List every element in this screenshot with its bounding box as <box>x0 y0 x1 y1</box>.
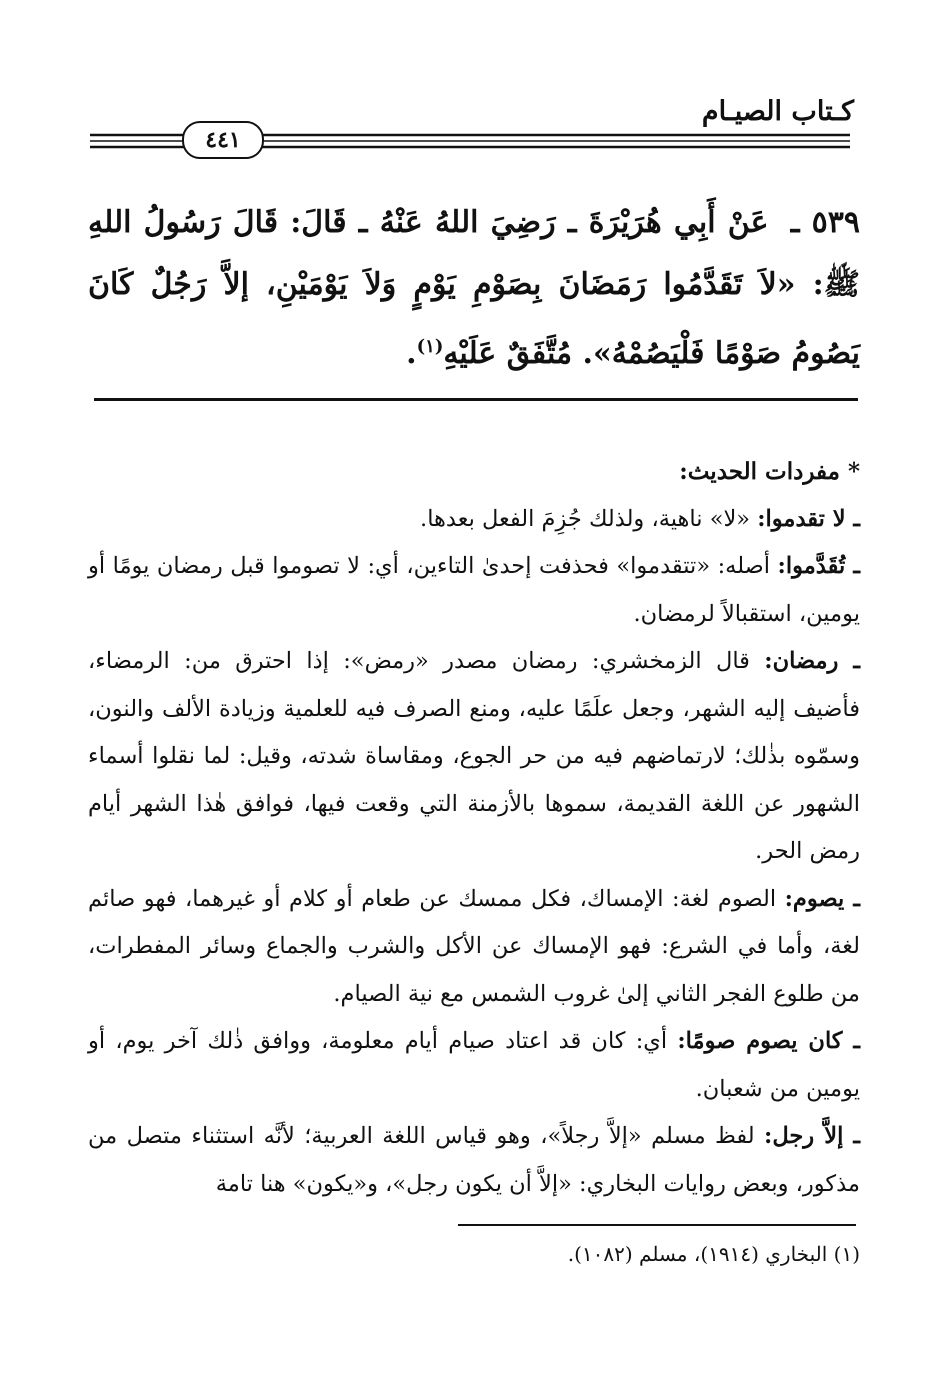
vocab-definition: أي: كان قد اعتاد صيام أيام معلومة، ووافق ذٰلك آخر يوم، أو يومين من شعبان. <box>88 1028 860 1102</box>
vocab-entry <box>88 638 860 876</box>
vocab-term: ـ إلاَّ رجل: <box>764 1123 860 1149</box>
vocab-entry <box>88 876 860 1019</box>
vocab-entry <box>88 1018 860 1113</box>
chapter-title: كـتاب الصيـام <box>701 96 854 127</box>
hadith-block <box>88 192 860 385</box>
vocab-term: ـ كان يصوم صومًا: <box>677 1028 860 1054</box>
vocab-entry <box>88 543 860 638</box>
section-divider <box>94 398 858 401</box>
vocab-section <box>88 448 860 1208</box>
hadith-text: عَنْ أَبِي هُرَيْرَةَ ـ رَضِيَ اللهُ عَنْهُ ـ قَالَ: قَالَ رَسُولُ اللهِ ﷺ: «لاَ تَقَدَّمُوا رَمَضَانَ بِصَوْمِ يَوْمٍ وَلاَ يَوْمَيْنِ، إلاَّ رَجُلٌ كَانَ يَصُومُ صَوْمًا فَلْيَصُمْهُ». مُتَّفَقٌ عَلَيْهِ <box>88 205 860 371</box>
section-title: * مفردات الحديث: <box>679 458 860 485</box>
page-number: ٤٤١ <box>182 121 264 159</box>
vocab-entry <box>88 496 860 544</box>
vocab-definition: لفظ مسلم «إلاَّ رجلاً»، وهو قياس اللغة العربية؛ لأنَّه استثناء متصل من مذكور، وبعض روايات البخاري: «إلاَّ أن يكون رجل»، و«يكون» هنا تامة <box>88 1123 860 1197</box>
hadith-number: ٥٣٩ ـ <box>790 205 860 240</box>
vocab-definition: «لا» ناهية، ولذلك جُزِمَ الفعل بعدها. <box>420 505 758 532</box>
footnote-ref: (١) <box>416 336 444 357</box>
vocab-definition: قال الزمخشري: رمضان مصدر «رمض»: إذا احترق من: الرمضاء، فأضيف إليه الشهر، وجعل علَمًا عليه، ومنع الصرف فيه للعلمية وزيادة الألف والنون، وسمّوه بذٰلك؛ لارتماضهم فيه من حر الجوع، ومقاساة شدته، وقيل: لما نقلوا أسماء الشهور عن اللغة القديمة، سموها بالأزمنة التي وقعت فيها، فوافق هٰذا الشهر أيام رمض الحر. <box>88 648 860 864</box>
vocab-definition: أصله: «تتقدموا» فحذفت إحدىٰ التاءين، أي: لا تصوموا قبل رمضان يومًا أو يومين، استقبالاً لرمضان. <box>88 553 860 627</box>
hadith-end: . <box>406 336 417 371</box>
vocab-definition: الصوم لغة: الإمساك، فكل ممسك عن طعام أو كلام أو غيرهما، فهو صائم لغة، وأما في الشرع: فهو الإمساك عن الأكل والشرب والجماع وسائر المفطرات، من طلوع الفجر الثاني إلىٰ غروب الشمس مع نية الصيام. <box>88 885 860 1007</box>
vocab-term: ـ رمضان: <box>764 648 860 674</box>
vocab-term: ـ لا تقدموا: <box>757 505 860 532</box>
vocab-term: ـ تُقَدَّموا: <box>777 553 860 579</box>
footnote: (١) البخاري (١٩١٤)، مسلم (١٠٨٢). <box>567 1242 860 1266</box>
vocab-entry <box>88 1113 860 1208</box>
vocab-term: ـ يصوم: <box>784 885 861 912</box>
footnote-rule <box>458 1224 856 1226</box>
